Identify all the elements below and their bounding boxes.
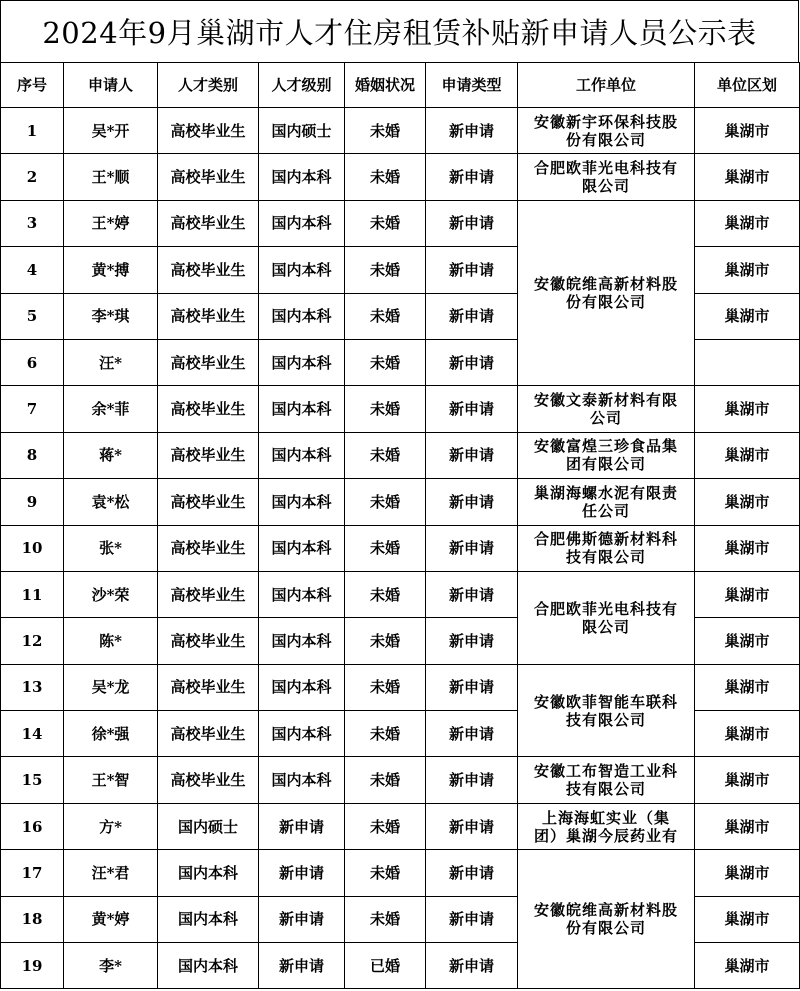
cell-no: 2	[1, 154, 64, 200]
cell-region: 巢湖市	[695, 850, 800, 896]
cell-talent-level: 国内本科	[259, 154, 345, 200]
cell-marital-status: 未婚	[345, 803, 426, 849]
cell-no: 7	[1, 386, 64, 432]
cell-applicant: 余*菲	[64, 386, 158, 432]
cell-apply-type: 新申请	[426, 943, 518, 989]
header-region: 单位区划	[695, 63, 800, 108]
cell-region: 巢湖市	[695, 432, 800, 478]
cell-talent-category: 高校毕业生	[158, 293, 259, 339]
cell-apply-type: 新申请	[426, 757, 518, 803]
cell-marital-status: 未婚	[345, 711, 426, 757]
cell-talent-level: 新申请	[259, 943, 345, 989]
cell-talent-level: 国内本科	[259, 386, 345, 432]
employer-line: 技有限公司	[565, 710, 646, 729]
cell-apply-type: 新申请	[426, 386, 518, 432]
cell-region: 巢湖市	[695, 943, 800, 989]
cell-apply-type: 新申请	[426, 711, 518, 757]
employer-line: 安徽皖维高新材料股	[533, 901, 678, 920]
cell-region: 巢湖市	[695, 664, 800, 710]
cell-employer	[518, 479, 695, 525]
cell-applicant: 王*智	[64, 757, 158, 803]
cell-applicant: 陈*	[64, 618, 158, 664]
cell-employer	[518, 386, 695, 432]
cell-talent-category: 高校毕业生	[158, 339, 259, 385]
applicant-table	[0, 62, 800, 989]
cell-no: 17	[1, 850, 64, 896]
cell-talent-category: 高校毕业生	[158, 386, 259, 432]
cell-no: 5	[1, 293, 64, 339]
header-no: 序号	[1, 63, 64, 108]
cell-applicant: 王*顺	[64, 154, 158, 200]
cell-region: 巢湖市	[695, 525, 800, 571]
cell-no: 3	[1, 200, 64, 246]
cell-region	[695, 339, 800, 385]
employer-line: 安徽富煌三珍食品集	[533, 437, 678, 456]
cell-talent-level: 国内本科	[259, 571, 345, 617]
cell-talent-level: 国内本科	[259, 293, 345, 339]
employer-line: 安徽新宇环保科技股	[533, 112, 678, 131]
cell-talent-level: 国内本科	[259, 200, 345, 246]
employer-line: 公司	[589, 409, 622, 428]
cell-talent-category: 高校毕业生	[158, 200, 259, 246]
cell-talent-category: 国内硕士	[158, 803, 259, 849]
cell-region: 巢湖市	[695, 386, 800, 432]
table-row	[1, 386, 800, 432]
cell-employer	[518, 803, 695, 849]
employer-line: 上海海虹实业（集	[541, 808, 670, 827]
employer-line: 合肥佛斯德新材料科	[533, 530, 678, 549]
cell-marital-status: 未婚	[345, 200, 426, 246]
cell-applicant: 黄*婷	[64, 896, 158, 942]
employer-line: 限公司	[581, 177, 630, 196]
header-employer: 工作单位	[518, 63, 695, 108]
cell-talent-category: 高校毕业生	[158, 247, 259, 293]
document-title: 2024年9月巢湖市人才住房租赁补贴新申请人员公示表	[0, 0, 799, 62]
table-row	[1, 154, 800, 200]
header-talent-category: 人才类别	[158, 63, 259, 108]
cell-apply-type: 新申请	[426, 154, 518, 200]
cell-applicant: 方*	[64, 803, 158, 849]
cell-marital-status: 未婚	[345, 108, 426, 154]
cell-region: 巢湖市	[695, 293, 800, 339]
cell-employer	[518, 757, 695, 803]
cell-apply-type: 新申请	[426, 571, 518, 617]
employer-line: 团）巢湖今辰药业有	[533, 826, 678, 845]
cell-marital-status: 未婚	[345, 386, 426, 432]
table-row	[1, 850, 800, 896]
cell-applicant: 汪*君	[64, 850, 158, 896]
cell-no: 16	[1, 803, 64, 849]
employer-line: 份有限公司	[565, 293, 646, 312]
cell-talent-level: 国内本科	[259, 247, 345, 293]
table-row	[1, 108, 800, 154]
cell-talent-category: 高校毕业生	[158, 757, 259, 803]
table-row	[1, 803, 800, 849]
cell-no: 13	[1, 664, 64, 710]
cell-region: 巢湖市	[695, 757, 800, 803]
cell-applicant: 李*琪	[64, 293, 158, 339]
employer-line: 巢湖海螺水泥有限责	[533, 483, 678, 502]
cell-marital-status: 未婚	[345, 896, 426, 942]
employer-line: 技有限公司	[565, 548, 646, 567]
table-header-row	[1, 63, 800, 108]
cell-apply-type: 新申请	[426, 200, 518, 246]
cell-region: 巢湖市	[695, 896, 800, 942]
cell-talent-level: 国内本科	[259, 525, 345, 571]
cell-no: 12	[1, 618, 64, 664]
employer-line: 任公司	[581, 501, 630, 520]
cell-region: 巢湖市	[695, 200, 800, 246]
cell-talent-level: 国内本科	[259, 479, 345, 525]
cell-talent-category: 国内本科	[158, 896, 259, 942]
cell-marital-status: 未婚	[345, 432, 426, 478]
cell-talent-category: 高校毕业生	[158, 618, 259, 664]
cell-region: 巢湖市	[695, 711, 800, 757]
cell-no: 8	[1, 432, 64, 478]
cell-marital-status: 未婚	[345, 154, 426, 200]
cell-no: 11	[1, 571, 64, 617]
cell-no: 15	[1, 757, 64, 803]
cell-talent-level: 国内硕士	[259, 108, 345, 154]
cell-marital-status: 未婚	[345, 525, 426, 571]
cell-apply-type: 新申请	[426, 896, 518, 942]
cell-marital-status: 未婚	[345, 479, 426, 525]
cell-applicant: 吴*龙	[64, 664, 158, 710]
cell-region: 巢湖市	[695, 618, 800, 664]
cell-no: 19	[1, 943, 64, 989]
cell-no: 4	[1, 247, 64, 293]
cell-region: 巢湖市	[695, 154, 800, 200]
cell-talent-level: 国内本科	[259, 339, 345, 385]
cell-talent-category: 高校毕业生	[158, 108, 259, 154]
cell-talent-category: 高校毕业生	[158, 432, 259, 478]
cell-talent-level: 国内本科	[259, 618, 345, 664]
table-row	[1, 200, 800, 246]
table-row	[1, 479, 800, 525]
cell-marital-status: 未婚	[345, 339, 426, 385]
cell-region: 巢湖市	[695, 571, 800, 617]
cell-region: 巢湖市	[695, 247, 800, 293]
employer-line: 团有限公司	[565, 455, 646, 474]
cell-talent-level: 国内本科	[259, 757, 345, 803]
employer-line: 安徽皖维高新材料股	[533, 275, 678, 294]
cell-talent-category: 高校毕业生	[158, 479, 259, 525]
cell-employer	[518, 525, 695, 571]
header-talent-level: 人才级别	[259, 63, 345, 108]
employer-line: 限公司	[581, 617, 630, 636]
cell-marital-status: 未婚	[345, 850, 426, 896]
cell-no: 14	[1, 711, 64, 757]
cell-no: 1	[1, 108, 64, 154]
cell-apply-type: 新申请	[426, 618, 518, 664]
cell-applicant: 黄*搏	[64, 247, 158, 293]
cell-talent-level: 新申请	[259, 850, 345, 896]
cell-marital-status: 未婚	[345, 293, 426, 339]
cell-talent-level: 国内本科	[259, 711, 345, 757]
cell-marital-status: 已婚	[345, 943, 426, 989]
cell-applicant: 李*	[64, 943, 158, 989]
cell-apply-type: 新申请	[426, 339, 518, 385]
table-row	[1, 525, 800, 571]
cell-talent-category: 高校毕业生	[158, 711, 259, 757]
cell-marital-status: 未婚	[345, 247, 426, 293]
table-row	[1, 757, 800, 803]
cell-region: 巢湖市	[695, 803, 800, 849]
cell-talent-level: 新申请	[259, 896, 345, 942]
cell-apply-type: 新申请	[426, 293, 518, 339]
cell-marital-status: 未婚	[345, 618, 426, 664]
cell-employer	[518, 108, 695, 154]
cell-employer	[518, 432, 695, 478]
cell-apply-type: 新申请	[426, 432, 518, 478]
cell-applicant: 徐*强	[64, 711, 158, 757]
cell-employer	[518, 154, 695, 200]
cell-talent-category: 国内本科	[158, 943, 259, 989]
cell-employer	[518, 200, 695, 386]
employer-line: 份有限公司	[565, 130, 646, 149]
table-row	[1, 432, 800, 478]
employer-line: 合肥欧菲光电科技有	[533, 599, 678, 618]
cell-employer	[518, 664, 695, 757]
cell-no: 6	[1, 339, 64, 385]
header-applicant: 申请人	[64, 63, 158, 108]
cell-apply-type: 新申请	[426, 479, 518, 525]
header-marital-status: 婚姻状况	[345, 63, 426, 108]
header-apply-type: 申请类型	[426, 63, 518, 108]
cell-region: 巢湖市	[695, 479, 800, 525]
cell-apply-type: 新申请	[426, 850, 518, 896]
cell-talent-level: 国内本科	[259, 664, 345, 710]
cell-talent-category: 高校毕业生	[158, 525, 259, 571]
cell-apply-type: 新申请	[426, 525, 518, 571]
cell-talent-category: 高校毕业生	[158, 154, 259, 200]
employer-line: 合肥欧菲光电科技有	[533, 159, 678, 178]
cell-talent-category: 高校毕业生	[158, 664, 259, 710]
cell-talent-level: 新申请	[259, 803, 345, 849]
cell-applicant: 王*婷	[64, 200, 158, 246]
cell-apply-type: 新申请	[426, 664, 518, 710]
cell-employer	[518, 571, 695, 664]
cell-applicant: 袁*松	[64, 479, 158, 525]
cell-no: 9	[1, 479, 64, 525]
cell-region: 巢湖市	[695, 108, 800, 154]
employer-line: 安徽工布智造工业科	[533, 762, 678, 781]
table-row	[1, 664, 800, 710]
employer-line: 份有限公司	[565, 919, 646, 938]
cell-apply-type: 新申请	[426, 803, 518, 849]
cell-apply-type: 新申请	[426, 247, 518, 293]
cell-marital-status: 未婚	[345, 571, 426, 617]
cell-no: 18	[1, 896, 64, 942]
cell-talent-category: 高校毕业生	[158, 571, 259, 617]
cell-applicant: 吴*开	[64, 108, 158, 154]
cell-marital-status: 未婚	[345, 664, 426, 710]
cell-talent-category: 国内本科	[158, 850, 259, 896]
cell-talent-level: 国内本科	[259, 432, 345, 478]
employer-line: 技有限公司	[565, 780, 646, 799]
cell-apply-type: 新申请	[426, 108, 518, 154]
cell-employer	[518, 850, 695, 989]
cell-applicant: 张*	[64, 525, 158, 571]
cell-applicant: 沙*荣	[64, 571, 158, 617]
employer-line: 安徽文泰新材料有限	[533, 391, 678, 410]
employer-line: 安徽欧菲智能车联科	[533, 692, 678, 711]
cell-applicant: 汪*	[64, 339, 158, 385]
table-row	[1, 571, 800, 617]
cell-no: 10	[1, 525, 64, 571]
cell-marital-status: 未婚	[345, 757, 426, 803]
cell-applicant: 蒋*	[64, 432, 158, 478]
